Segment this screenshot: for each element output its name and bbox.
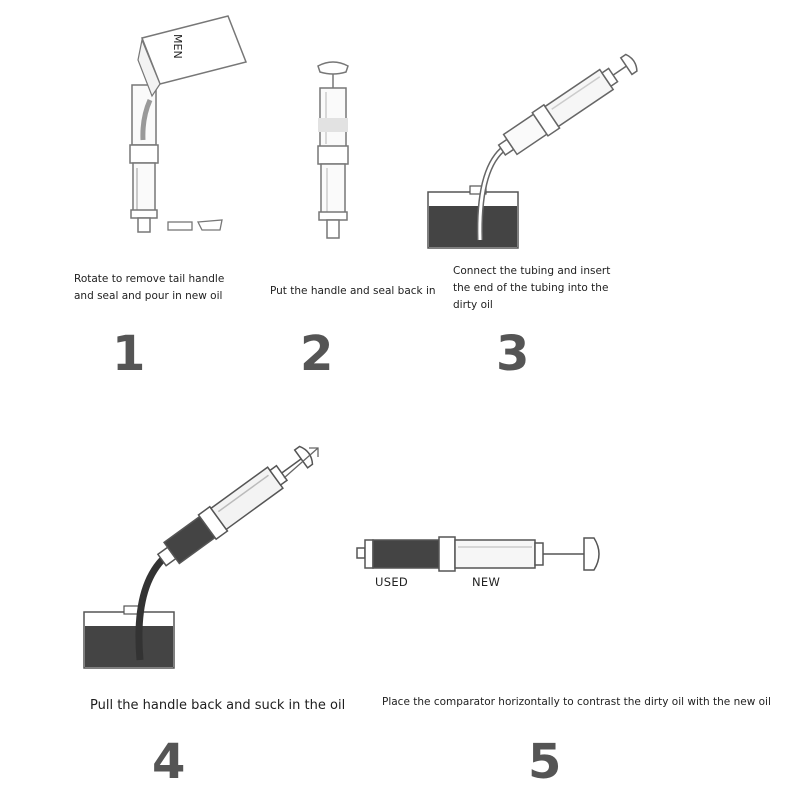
step2-caption-line: Put the handle and seal back in [270,285,436,297]
step4-number: 4 [152,734,186,790]
step2-number: 2 [300,326,334,382]
step2-syringe [318,62,348,238]
step5-caption [382,694,792,711]
step3-caption-line: Connect the tubing and insert [453,265,611,277]
step5-comparator [357,537,599,571]
step5-number: 5 [528,734,562,790]
step3-caption-line: the end of the tubing into the [453,282,609,294]
step2-caption [270,283,460,300]
step3-caption [453,263,633,314]
step1-caption [74,271,254,305]
new-label: NEW [472,575,501,589]
step1-oil-bottle [138,16,246,96]
step4-caption-line: Pull the handle back and suck in the oil [90,698,346,713]
step3-oil-container [428,186,518,248]
step1-caption-line: and seal and pour in new oil [74,290,223,302]
used-label: USED [375,575,409,589]
step1-seal-parts [168,220,222,230]
step4-syringe [153,441,317,572]
step1-caption-line: Rotate to remove tail handle [74,273,225,285]
step3-caption-line: dirty oil [453,299,493,311]
step3-number: 3 [496,326,530,382]
step1-number: 1 [112,326,146,382]
step4-caption [90,697,380,714]
step4-oil-container [84,606,174,668]
step1-bottle-label: MEN [171,34,184,59]
step1-syringe [130,85,158,232]
step5-caption-line: Place the comparator horizontally to contrast the dirty oil with the new oil [382,696,771,708]
step3-syringe [494,49,641,161]
